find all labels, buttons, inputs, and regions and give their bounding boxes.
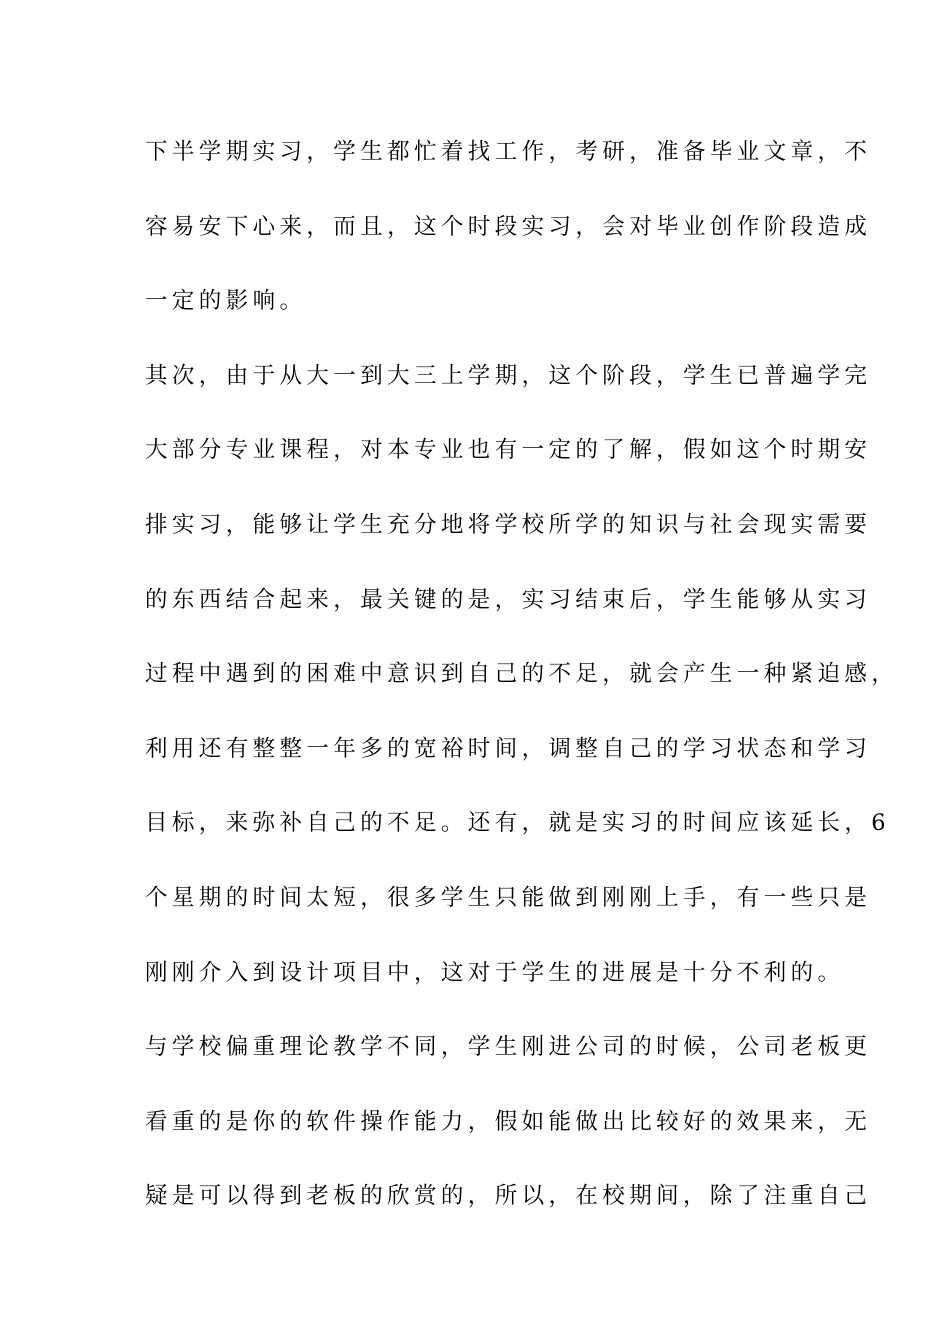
text-line: 其次，由于从大一到大三上学期，这个阶段，学生已普遍学完 <box>145 362 872 389</box>
text-line: 目标，来弥补自己的不足。还有，就是实习的时间应该延长，6 <box>145 810 891 837</box>
text-line: 利用还有整整一年多的宽裕时间，调整自己的学习状态和学习 <box>145 735 872 762</box>
text-line: 大部分专业课程，对本专业也有一定的了解，假如这个时期安 <box>145 437 872 464</box>
text-line: 疑是可以得到老板的欣赏的，所以，在校期间，除了注重自己 <box>145 1183 872 1210</box>
text-line: 的东西结合起来，最关键的是，实习结束后，学生能够从实习 <box>145 586 872 613</box>
text-line: 过程中遇到的困难中意识到自己的不足，就会产生一种紧迫感， <box>145 661 899 688</box>
text-line: 容易安下心来，而且，这个时段实习，会对毕业创作阶段造成 <box>145 213 872 240</box>
text-line: 一定的影响。 <box>145 288 307 315</box>
text-line: 与学校偏重理论教学不同，学生刚进公司的时候，公司老板更 <box>145 1034 872 1061</box>
text-line: 个星期的时间太短，很多学生只能做到刚刚上手，有一些只是 <box>145 884 872 911</box>
text-line: 刚刚介入到设计项目中，这对于学生的进展是十分不利的。 <box>145 959 845 986</box>
body-text <box>145 130 899 1249</box>
text-line: 下半学期实习，学生都忙着找工作，考研，准备毕业文章，不 <box>145 139 872 165</box>
text-line: 看重的是你的软件操作能力，假如能做出比较好的效果来，无 <box>145 1108 872 1135</box>
text-line: 排实习，能够让学生充分地将学校所学的知识与社会现实需要 <box>145 511 872 538</box>
